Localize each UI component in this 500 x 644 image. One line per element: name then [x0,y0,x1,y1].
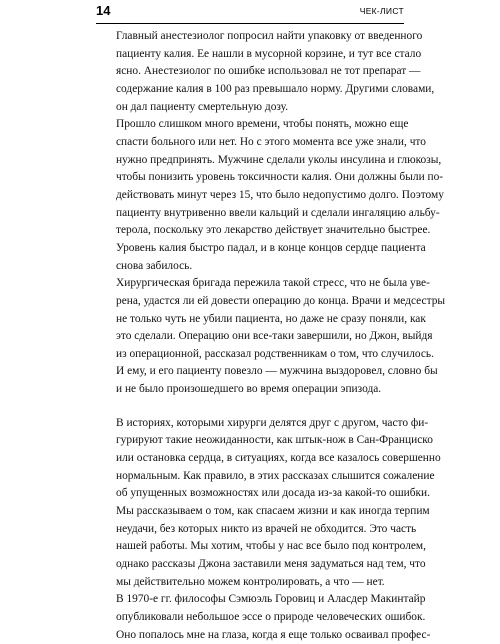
paragraph [100,275,446,399]
text-line: Прошло слишком много времени, чтобы понять, можно еще [116,118,409,131]
text-line: пациенту внутривенно ввели кальций и сделали ингаляцию альбу- [116,206,440,219]
text-line: Оно попалось мне на глаза, когда я еще только осваивал профес- [116,628,431,641]
text-line: И ему, и его пациенту повезло — мужчина выздоровел, словно бы [116,365,438,378]
text-line: гурируют такие неожиданности, как штык-нож в Сан-Франциско [116,434,433,447]
text-line: В историях, которыми хирурги делятся друг с другом, часто фи- [116,416,429,429]
text-line: нужно предпринять. Мужчине сделали уколы инсулина и глюкозы, [116,153,442,166]
text-line: Главный анестезиолог попросил найти упаковку от введенного [116,30,423,42]
text-line: нормальным. Как правило, в этих рассказах слышится сожаление [116,469,435,482]
paragraph [100,116,444,275]
paragraph [100,591,431,644]
text-line: чтобы понизить уровень токсичности калия. Они должны были по- [116,171,444,184]
text-line: Мы рассказываем о том, как спасаем жизни и как иногда терпим [116,505,430,518]
text-line: действовать минут через 15, что было недопустимо долго. Поэтому [116,188,444,201]
text-line: мы действительно можем контролировать, а что — нет. [116,575,385,588]
text-line: рена, удастся ли ей довести операцию до конца. Врачи и медсестры [116,294,446,307]
text-line: он дал пациенту смертельную дозу. [116,100,289,113]
text-line: или остановка сердца, в ситуациях, когда все казалось совершенно [116,452,441,465]
text-line: не только чуть не убили пациента, но даже не сразу поняли, как [116,312,426,325]
running-head: ЧЕК-ЛИСТ [359,6,404,16]
text-line: из операционной, рассказал родственникам о том, что случилось. [116,347,434,360]
text-line: терола, поскольку это лекарство действует значительно быстрее. [116,224,431,237]
paragraph [100,28,435,116]
paragraph [100,415,441,592]
text-line: об упущенных возможностях или досада из-за какой-то ошибки. [116,487,431,500]
text-line: снова забилось. [116,259,193,272]
text-line: Уровень калия быстро падал, и в конце концов сердце пациента [116,241,426,254]
text-line: это сделали. Операцию они все-таки завершили, но Джон, выйдя [116,330,433,343]
page-header [96,3,404,24]
text-line: неудачи, без которых никто из врачей не обходится. Это часть [116,522,417,535]
text-line: однако рассказы Джона заставили меня задуматься над тем, что [116,558,426,571]
text-line: Хирургическая бригада пережила такой стресс, что не была уве- [116,277,430,290]
text-line: ясно. Анестезиолог по ошибке использовал не тот препарат — [116,65,421,78]
text-line: В 1970-е гг. философы Сэмюэль Горовиц и Аласдер Макинтайр [116,593,426,606]
text-line: и не было произошедшего во время операции эпизода. [116,383,382,396]
text-line: содержание калия в 100 раз превышало норму. Другими словами, [116,82,435,95]
text-line: пациенту калия. Ее нашли в мусорной корзине, и тут все стало [116,47,422,60]
section-break [100,399,404,415]
text-line: опубликовали небольшое эссе о природе человеческих ошибок. [116,611,426,623]
text-line: спасти больного или нет. Но с этого момента все уже знали, что [116,135,426,148]
body-text [100,28,446,644]
page-number: 14 [96,3,111,18]
text-line: нашей работы. Мы хотим, чтобы у нас все было под контролем, [116,540,426,553]
